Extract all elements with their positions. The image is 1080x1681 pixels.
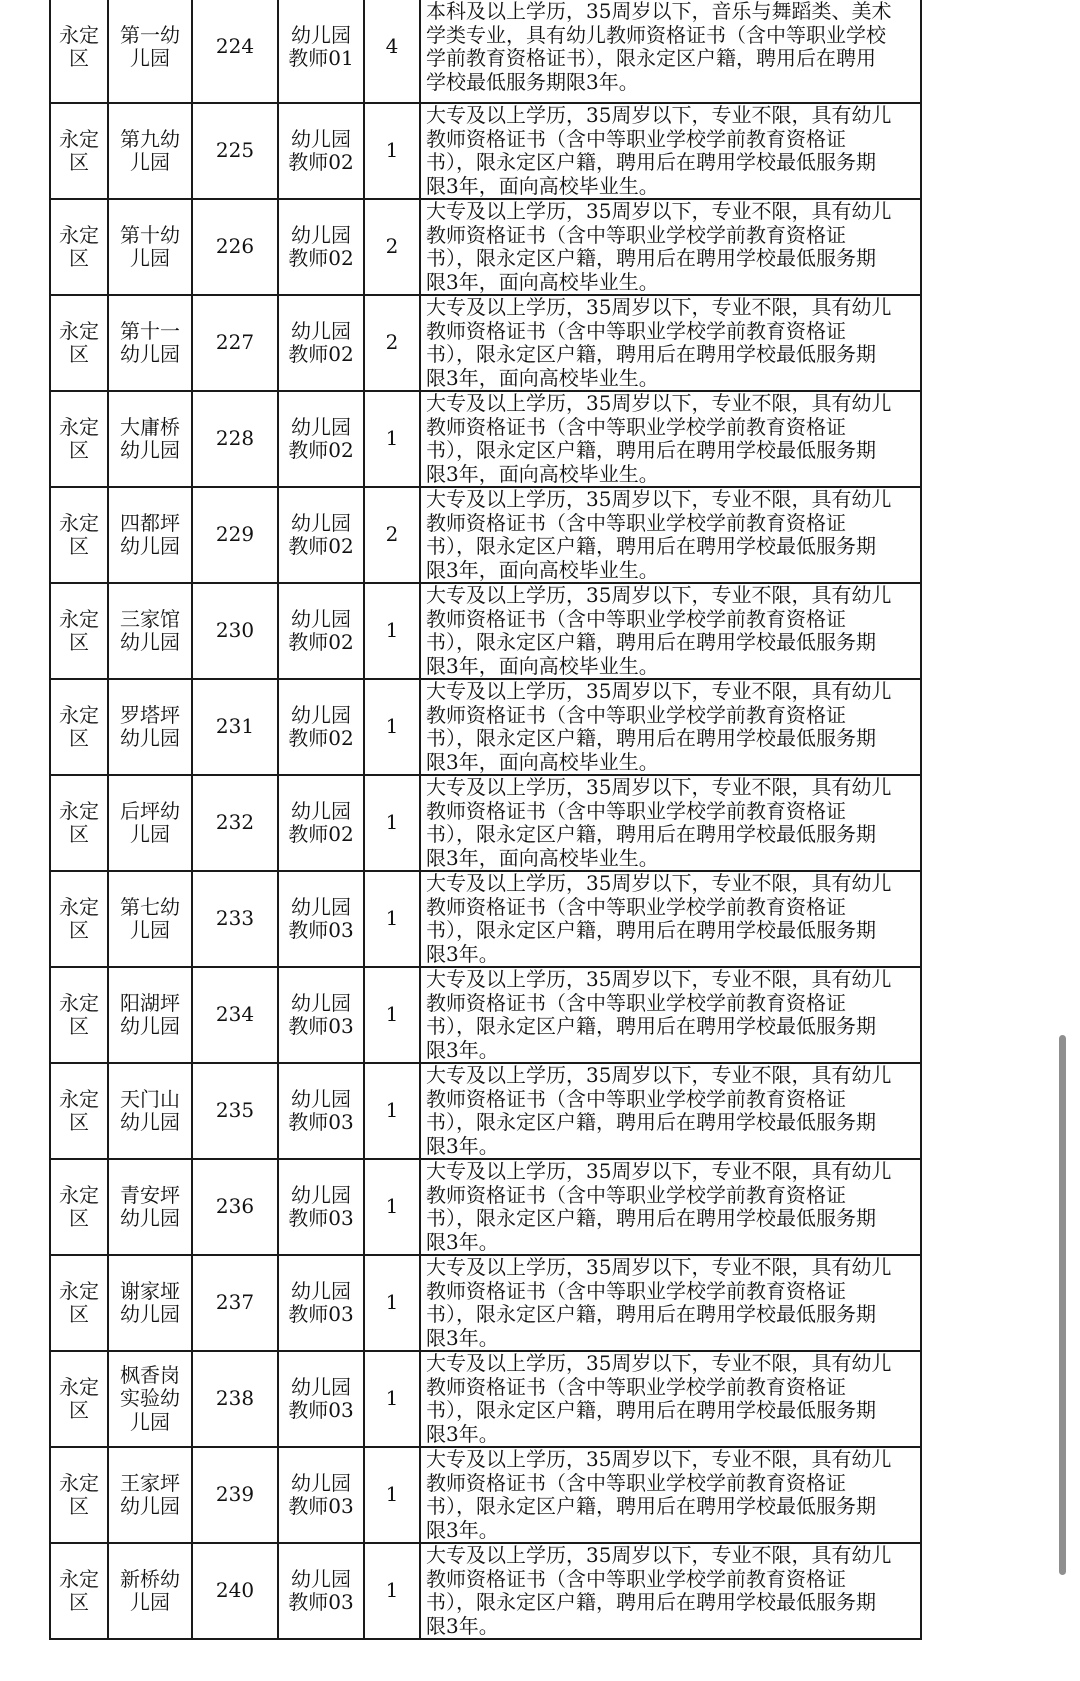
requirements-cell: 大专及以上学历，35周岁以下，专业不限，具有幼儿 教师资格证书（含中等职业学校学前教育资格证 书），限永定区户籍，聘用后在聘用学校最低服务期 限3年。 — [420, 1255, 921, 1351]
requirements-cell: 大专及以上学历，35周岁以下，专业不限，具有幼儿 教师资格证书（含中等职业学校学前教育资格证 书），限永定区户籍，聘用后在聘用学校最低服务期 限3年，面向高校毕业生。 — [420, 295, 921, 391]
position-title-cell: 幼儿园 教师03 — [278, 1063, 364, 1159]
school-name-cell: 第九幼 儿园 — [108, 103, 192, 199]
requirements-cell: 大专及以上学历，35周岁以下，专业不限，具有幼儿 教师资格证书（含中等职业学校学前教育资格证 书），限永定区户籍，聘用后在聘用学校最低服务期 限3年，面向高校毕业生。 — [420, 679, 921, 775]
school-name-cell: 阳湖坪 幼儿园 — [108, 967, 192, 1063]
position-code-cell: 237 — [192, 1255, 278, 1351]
recruitment-table-container — [49, 0, 920, 1640]
school-name-cell: 天门山 幼儿园 — [108, 1063, 192, 1159]
hiring-count-cell: 1 — [364, 1159, 420, 1255]
table-body — [50, 0, 921, 1639]
table-row — [50, 487, 921, 583]
school-name-cell: 第七幼 儿园 — [108, 871, 192, 967]
school-name-cell: 三家馆 幼儿园 — [108, 583, 192, 679]
position-code-cell: 225 — [192, 103, 278, 199]
school-name-cell: 青安坪 幼儿园 — [108, 1159, 192, 1255]
recruitment-table — [49, 0, 922, 1640]
hiring-count-cell: 1 — [364, 1351, 420, 1447]
table-row — [50, 199, 921, 295]
position-code-cell: 228 — [192, 391, 278, 487]
hiring-count-cell: 1 — [364, 1447, 420, 1543]
hiring-count-cell: 4 — [364, 0, 420, 103]
district-cell: 永定 区 — [50, 295, 108, 391]
school-name-cell: 四都坪 幼儿园 — [108, 487, 192, 583]
position-code-cell: 226 — [192, 199, 278, 295]
school-name-cell: 大庸桥 幼儿园 — [108, 391, 192, 487]
requirements-cell: 大专及以上学历，35周岁以下，专业不限，具有幼儿 教师资格证书（含中等职业学校学前教育资格证 书），限永定区户籍，聘用后在聘用学校最低服务期 限3年，面向高校毕业生。 — [420, 487, 921, 583]
requirements-cell: 大专及以上学历，35周岁以下，专业不限，具有幼儿 教师资格证书（含中等职业学校学前教育资格证 书），限永定区户籍，聘用后在聘用学校最低服务期 限3年。 — [420, 1543, 921, 1639]
district-cell: 永定 区 — [50, 391, 108, 487]
position-title-cell: 幼儿园 教师03 — [278, 1447, 364, 1543]
hiring-count-cell: 1 — [364, 1063, 420, 1159]
table-row — [50, 1255, 921, 1351]
district-cell: 永定 区 — [50, 1063, 108, 1159]
table-row — [50, 1063, 921, 1159]
position-title-cell: 幼儿园 教师03 — [278, 1255, 364, 1351]
hiring-count-cell: 1 — [364, 1543, 420, 1639]
district-cell: 永定 区 — [50, 0, 108, 103]
table-row — [50, 1543, 921, 1639]
position-title-cell: 幼儿园 教师03 — [278, 871, 364, 967]
position-code-cell: 232 — [192, 775, 278, 871]
requirements-cell: 大专及以上学历，35周岁以下，专业不限，具有幼儿 教师资格证书（含中等职业学校学前教育资格证 书），限永定区户籍，聘用后在聘用学校最低服务期 限3年。 — [420, 1351, 921, 1447]
requirements-cell: 大专及以上学历，35周岁以下，专业不限，具有幼儿 教师资格证书（含中等职业学校学前教育资格证 书），限永定区户籍，聘用后在聘用学校最低服务期 限3年。 — [420, 1063, 921, 1159]
requirements-cell: 大专及以上学历，35周岁以下，专业不限，具有幼儿 教师资格证书（含中等职业学校学前教育资格证 书），限永定区户籍，聘用后在聘用学校最低服务期 限3年，面向高校毕业生。 — [420, 391, 921, 487]
position-code-cell: 227 — [192, 295, 278, 391]
table-row — [50, 775, 921, 871]
requirements-cell: 大专及以上学历，35周岁以下，专业不限，具有幼儿 教师资格证书（含中等职业学校学前教育资格证 书），限永定区户籍，聘用后在聘用学校最低服务期 限3年，面向高校毕业生。 — [420, 199, 921, 295]
district-cell: 永定 区 — [50, 199, 108, 295]
position-code-cell: 238 — [192, 1351, 278, 1447]
requirements-cell: 大专及以上学历，35周岁以下，专业不限，具有幼儿 教师资格证书（含中等职业学校学前教育资格证 书），限永定区户籍，聘用后在聘用学校最低服务期 限3年，面向高校毕业生。 — [420, 775, 921, 871]
table-row — [50, 1351, 921, 1447]
hiring-count-cell: 1 — [364, 1255, 420, 1351]
district-cell: 永定 区 — [50, 1543, 108, 1639]
requirements-cell: 大专及以上学历，35周岁以下，专业不限，具有幼儿 教师资格证书（含中等职业学校学前教育资格证 书），限永定区户籍，聘用后在聘用学校最低服务期 限3年。 — [420, 1447, 921, 1543]
position-code-cell: 235 — [192, 1063, 278, 1159]
school-name-cell: 第十幼 儿园 — [108, 199, 192, 295]
position-title-cell: 幼儿园 教师02 — [278, 391, 364, 487]
hiring-count-cell: 1 — [364, 103, 420, 199]
position-code-cell: 239 — [192, 1447, 278, 1543]
position-code-cell: 224 — [192, 0, 278, 103]
district-cell: 永定 区 — [50, 1351, 108, 1447]
table-row — [50, 1159, 921, 1255]
hiring-count-cell: 1 — [364, 679, 420, 775]
table-row — [50, 103, 921, 199]
vertical-scrollbar[interactable] — [1059, 1035, 1066, 1575]
position-code-cell: 230 — [192, 583, 278, 679]
position-code-cell: 240 — [192, 1543, 278, 1639]
district-cell: 永定 区 — [50, 679, 108, 775]
position-title-cell: 幼儿园 教师03 — [278, 1351, 364, 1447]
position-title-cell: 幼儿园 教师03 — [278, 1543, 364, 1639]
school-name-cell: 第一幼 儿园 — [108, 0, 192, 103]
position-code-cell: 229 — [192, 487, 278, 583]
hiring-count-cell: 2 — [364, 295, 420, 391]
district-cell: 永定 区 — [50, 871, 108, 967]
position-title-cell: 幼儿园 教师03 — [278, 967, 364, 1063]
position-title-cell: 幼儿园 教师02 — [278, 103, 364, 199]
position-title-cell: 幼儿园 教师01 — [278, 0, 364, 103]
position-code-cell: 234 — [192, 967, 278, 1063]
requirements-cell: 大专及以上学历，35周岁以下，专业不限，具有幼儿 教师资格证书（含中等职业学校学前教育资格证 书），限永定区户籍，聘用后在聘用学校最低服务期 限3年，面向高校毕业生。 — [420, 583, 921, 679]
district-cell: 永定 区 — [50, 967, 108, 1063]
position-code-cell: 231 — [192, 679, 278, 775]
hiring-count-cell: 2 — [364, 487, 420, 583]
hiring-count-cell: 1 — [364, 871, 420, 967]
district-cell: 永定 区 — [50, 1159, 108, 1255]
school-name-cell: 新桥幼 儿园 — [108, 1543, 192, 1639]
district-cell: 永定 区 — [50, 487, 108, 583]
hiring-count-cell: 2 — [364, 199, 420, 295]
requirements-cell: 大专及以上学历，35周岁以下，专业不限，具有幼儿 教师资格证书（含中等职业学校学前教育资格证 书），限永定区户籍，聘用后在聘用学校最低服务期 限3年。 — [420, 871, 921, 967]
table-row — [50, 583, 921, 679]
hiring-count-cell: 1 — [364, 775, 420, 871]
position-code-cell: 233 — [192, 871, 278, 967]
requirements-cell: 本科及以上学历，35周岁以下，音乐与舞蹈类、美术 学类专业，具有幼儿教师资格证书（含中等职业学校 学前教育资格证书），限永定区户籍，聘用后在聘用 学校最低服务期限3年。 — [420, 0, 921, 103]
school-name-cell: 第十一 幼儿园 — [108, 295, 192, 391]
district-cell: 永定 区 — [50, 103, 108, 199]
school-name-cell: 枫香岗 实验幼 儿园 — [108, 1351, 192, 1447]
hiring-count-cell: 1 — [364, 391, 420, 487]
table-row — [50, 295, 921, 391]
position-title-cell: 幼儿园 教师02 — [278, 775, 364, 871]
school-name-cell: 王家坪 幼儿园 — [108, 1447, 192, 1543]
requirements-cell: 大专及以上学历，35周岁以下，专业不限，具有幼儿 教师资格证书（含中等职业学校学前教育资格证 书），限永定区户籍，聘用后在聘用学校最低服务期 限3年。 — [420, 967, 921, 1063]
position-code-cell: 236 — [192, 1159, 278, 1255]
table-row — [50, 0, 921, 103]
table-row — [50, 967, 921, 1063]
position-title-cell: 幼儿园 教师02 — [278, 199, 364, 295]
hiring-count-cell: 1 — [364, 967, 420, 1063]
table-row — [50, 679, 921, 775]
hiring-count-cell: 1 — [364, 583, 420, 679]
position-title-cell: 幼儿园 教师02 — [278, 583, 364, 679]
district-cell: 永定 区 — [50, 1255, 108, 1351]
table-row — [50, 871, 921, 967]
district-cell: 永定 区 — [50, 1447, 108, 1543]
requirements-cell: 大专及以上学历，35周岁以下，专业不限，具有幼儿 教师资格证书（含中等职业学校学前教育资格证 书），限永定区户籍，聘用后在聘用学校最低服务期 限3年，面向高校毕业生。 — [420, 103, 921, 199]
table-row — [50, 1447, 921, 1543]
position-title-cell: 幼儿园 教师02 — [278, 679, 364, 775]
school-name-cell: 罗塔坪 幼儿园 — [108, 679, 192, 775]
position-title-cell: 幼儿园 教师02 — [278, 295, 364, 391]
position-title-cell: 幼儿园 教师03 — [278, 1159, 364, 1255]
requirements-cell: 大专及以上学历，35周岁以下，专业不限，具有幼儿 教师资格证书（含中等职业学校学前教育资格证 书），限永定区户籍，聘用后在聘用学校最低服务期 限3年。 — [420, 1159, 921, 1255]
school-name-cell: 后坪幼 儿园 — [108, 775, 192, 871]
school-name-cell: 谢家垭 幼儿园 — [108, 1255, 192, 1351]
district-cell: 永定 区 — [50, 775, 108, 871]
district-cell: 永定 区 — [50, 583, 108, 679]
position-title-cell: 幼儿园 教师02 — [278, 487, 364, 583]
table-row — [50, 391, 921, 487]
